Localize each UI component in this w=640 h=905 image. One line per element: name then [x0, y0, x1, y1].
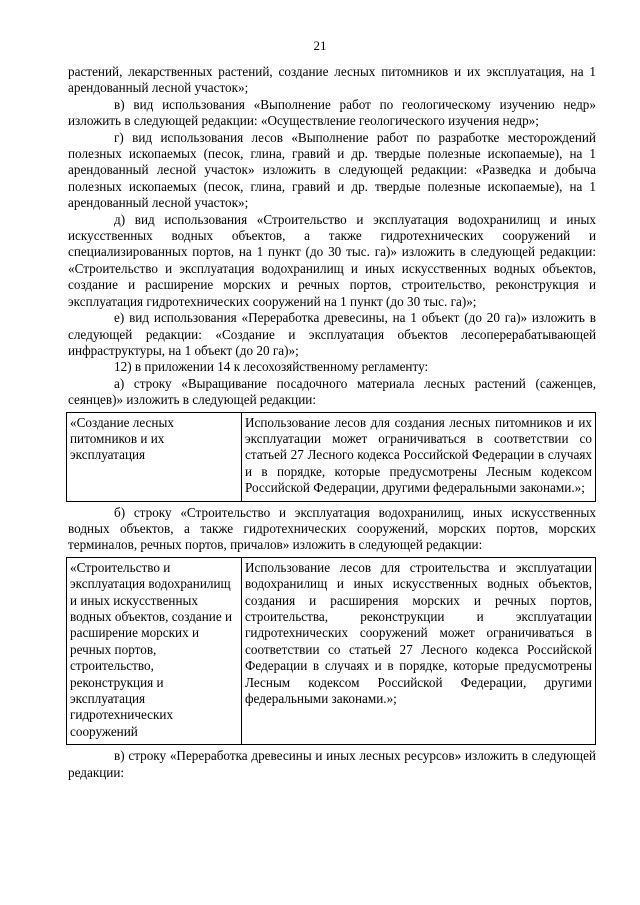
- paragraph-section-12: 12) в приложении 14 к лесохозяйственному регламенту:: [114, 359, 429, 375]
- paragraph-item-d: д) вид использования «Строительство и эксплуатация водохранилищ и иных искусственных водных объектов, а также гидротехнических сооружений и специализированных портов, на 1 пункт (до 30 тыс. га)» изложить в следующей редакции: «Строительство и эксплуатация водохранилищ и иных искусственных водных объектов, создание и расширение морских и речных портов, строительство, реконструкция и эксплуатация гидротехнических сооружений на 1 пункт (до 30 тыс. га)»;: [68, 211, 596, 309]
- table-cell-activity: «Строительство и эксплуатация водохранилищ и иных искусственных водных объектов, создание и расширение морских и речных портов, строительство, реконструкция и эксплуатация гидротехнических сооружений: [67, 557, 242, 744]
- paragraph-item-v-row: в) строку «Переработка древесины и иных лесных ресурсов» изложить в следующей редакции:: [68, 748, 596, 780]
- table-cell-activity: «Создание лесных питомников и их эксплуатация: [67, 412, 242, 501]
- paragraph-continuation: растений, лекарственных растений, создание лесных питомников и их эксплуатация, на 1 арендованный лесной участок»;: [68, 64, 596, 96]
- page-number: 21: [313, 38, 327, 53]
- regulation-table-reservoirs: [66, 557, 596, 745]
- paragraph-item-a: а) строку «Выращивание посадочного материала лесных растений (саженцев, сеянцев)» изложить в следующей редакции:: [68, 375, 596, 408]
- table-row: [67, 557, 596, 744]
- table-row: [67, 412, 596, 501]
- paragraph-item-g: г) вид использования лесов «Выполнение работ по разработке месторождений полезных ископаемых (песок, глина, гравий и др. твердые полезные ископаемые), на 1 арендованный лесной участок» изложить в следующей редакции: «Разведка и добыча полезных ископаемых (песок, глина, гравий и др. твердые полезные ископаемые), на 1 арендованный лесной участок»;: [68, 129, 596, 211]
- table-cell-restriction: Использование лесов для строительства и эксплуатации водохранилищ и иных искусственных водных объектов, создания и расширения морских и речных портов, строительства, реконструкции и эксплуатации гидротехнических сооружений может ограничиваться в соответствии со статьей 27 Лесного кодекса Российской Федерации в случаях и в порядке, которые предусмотрены Лесным кодексом Российской Федерации, другими федеральными законами.»;: [242, 557, 596, 744]
- paragraph-item-e: е) вид использования «Переработка древесины, на 1 объект (до 20 га)» изложить в следующей редакции: «Создание и эксплуатация объектов лесоперерабатывающей инфраструктуры, на 1 объект (до 20 га)»;: [68, 310, 596, 358]
- document-body: [68, 64, 596, 781]
- paragraph-item-b: б) строку «Строительство и эксплуатация водохранилищ, иных искусственных водных объектов, а также гидротехнических сооружений, морских портов, морских терминалов, речных портов, причалов» изложить в следующей редакции:: [68, 504, 596, 553]
- paragraph-item-v: в) вид использования «Выполнение работ по геологическому изучению недр» изложить в следующей редакции: «Осуществление геологического изучения недр»;: [68, 96, 596, 129]
- table-cell-restriction: Использование лесов для создания лесных питомников и их эксплуатации может ограничиваться в соответствии со статьей 27 Лесного кодекса Российской Федерации в случаях и в порядке, которые предусмотрены Лесным кодексом Российской Федерации, другими федеральными законами.»;: [242, 412, 596, 501]
- regulation-table-nurseries: [66, 412, 596, 502]
